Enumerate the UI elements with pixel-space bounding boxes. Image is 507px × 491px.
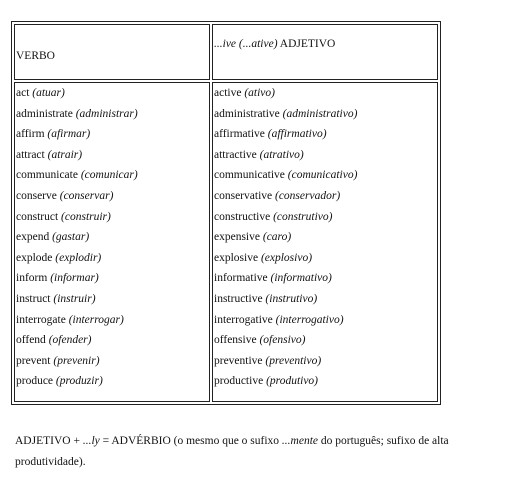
adjective-row [214, 186, 357, 207]
adjective-pt: (produtivo) [266, 375, 319, 388]
footnote-part4: ...mente [281, 435, 319, 447]
verb-row [16, 268, 138, 289]
header-adjective-cell [212, 24, 438, 80]
footnote-part1: ADJETIVO + [15, 435, 83, 447]
verb-pt: (prevenir) [53, 354, 100, 367]
verb-pt: (construir) [61, 210, 111, 223]
adjective-en: affirmative [214, 128, 265, 141]
adjective-row [214, 310, 357, 331]
adjective-row [214, 165, 357, 186]
adjective-en: interrogative [214, 313, 273, 326]
adjective-en: informative [214, 272, 268, 285]
verb-en: interrogate [16, 313, 66, 326]
adjective-en: attractive [214, 148, 257, 161]
adjective-column [212, 82, 438, 402]
footnote-part3: = ADVÉRBIO (o mesmo que o sufixo [99, 435, 282, 447]
verb-en: affirm [16, 128, 45, 141]
verb-en: attract [16, 148, 45, 161]
header-verb-cell [14, 24, 210, 80]
verb-pt: (explodir) [55, 251, 102, 264]
adjective-pt: (conservador) [275, 189, 341, 202]
verb-row [16, 227, 138, 248]
adjective-pt: (comunicativo) [287, 169, 358, 182]
verb-row [16, 351, 138, 372]
verb-pt: (comunicar) [80, 169, 138, 182]
footnote [15, 431, 485, 473]
adjective-en: constructive [214, 210, 271, 223]
adjective-en: active [214, 87, 242, 99]
verb-row [16, 124, 138, 145]
verb-row [16, 207, 138, 228]
adjective-en: expensive [214, 231, 260, 244]
verb-row [16, 289, 138, 310]
verb-row [16, 248, 138, 269]
adjective-en: explosive [214, 251, 259, 264]
adjective-row [214, 227, 357, 248]
verb-en: offend [16, 334, 46, 347]
adjective-en: productive [214, 375, 264, 388]
verb-list [16, 83, 138, 392]
verb-en: administrate [16, 107, 73, 120]
verb-pt: (administrar) [75, 107, 138, 120]
adjective-pt: (ofensivo) [259, 334, 306, 347]
adjective-row [214, 145, 357, 166]
adjective-row [214, 371, 357, 392]
verb-en: expend [16, 231, 50, 244]
verb-pt: (conservar) [59, 189, 114, 202]
verb-pt: (gastar) [52, 231, 90, 244]
header-verb: VERBO [16, 50, 55, 62]
verb-en: communicate [16, 169, 78, 182]
verb-pt: (interrogar) [68, 313, 124, 326]
adjective-en: communicative [214, 169, 285, 182]
adjective-pt: (ativo) [244, 87, 275, 99]
header-suffix: ...ive (...ative) [214, 38, 278, 50]
verb-en: inform [16, 272, 48, 285]
verb-en: conserve [16, 189, 57, 202]
adjective-pt: (caro) [262, 231, 292, 244]
adjective-pt: (interrogativo) [275, 313, 344, 326]
verb-pt: (afirmar) [47, 128, 91, 141]
verb-pt: (produzir) [55, 375, 103, 388]
verb-row [16, 186, 138, 207]
verb-pt: (informar) [50, 272, 99, 285]
adjective-pt: (informativo) [270, 272, 332, 285]
verb-column [14, 82, 210, 402]
verb-pt: (atuar) [32, 87, 65, 99]
adjective-row [214, 351, 357, 372]
verb-en: produce [16, 375, 54, 388]
adjective-row [214, 104, 357, 125]
verb-en: explode [16, 251, 53, 264]
verb-en: construct [16, 210, 59, 223]
verb-pt: (atrair) [47, 148, 83, 161]
verb-en: instruct [16, 292, 51, 305]
adjective-pt: (explosivo) [260, 251, 313, 264]
verb-pt: (ofender) [48, 334, 92, 347]
verb-row [16, 330, 138, 351]
adjective-row [214, 207, 357, 228]
adjective-row [214, 248, 357, 269]
adjective-en: conservative [214, 189, 273, 202]
adjective-row [214, 289, 357, 310]
footnote-part2: ...ly [82, 435, 100, 447]
adjective-pt: (preventivo) [265, 354, 322, 367]
verb-pt: (instruir) [53, 292, 96, 305]
adjective-en: offensive [214, 334, 257, 347]
verb-en: act [16, 87, 30, 99]
verb-row [16, 371, 138, 392]
verb-row [16, 104, 138, 125]
adjective-pt: (administrativo) [282, 107, 358, 120]
adjective-row [214, 330, 357, 351]
header-adjective [214, 38, 335, 50]
adjective-row [214, 83, 357, 104]
adjective-pt: (atrativo) [259, 148, 304, 161]
verb-row [16, 310, 138, 331]
adjective-en: preventive [214, 354, 263, 367]
verb-row [16, 145, 138, 166]
adjective-pt: (construtivo) [273, 210, 333, 223]
adjective-en: administrative [214, 107, 280, 120]
verb-en: prevent [16, 354, 51, 367]
verb-row [16, 83, 138, 104]
verb-row [16, 165, 138, 186]
footnote-part5: do português; sufixo de alta produtividade). [15, 435, 449, 468]
adjective-list [214, 83, 357, 392]
adjective-pt: (affirmativo) [267, 128, 327, 141]
adjective-row [214, 268, 357, 289]
adjective-en: instructive [214, 292, 263, 305]
adjective-pt: (instrutivo) [265, 292, 318, 305]
verb-adjective-table [11, 21, 441, 405]
header-adjective-label: ADJETIVO [277, 38, 336, 50]
adjective-row [214, 124, 357, 145]
